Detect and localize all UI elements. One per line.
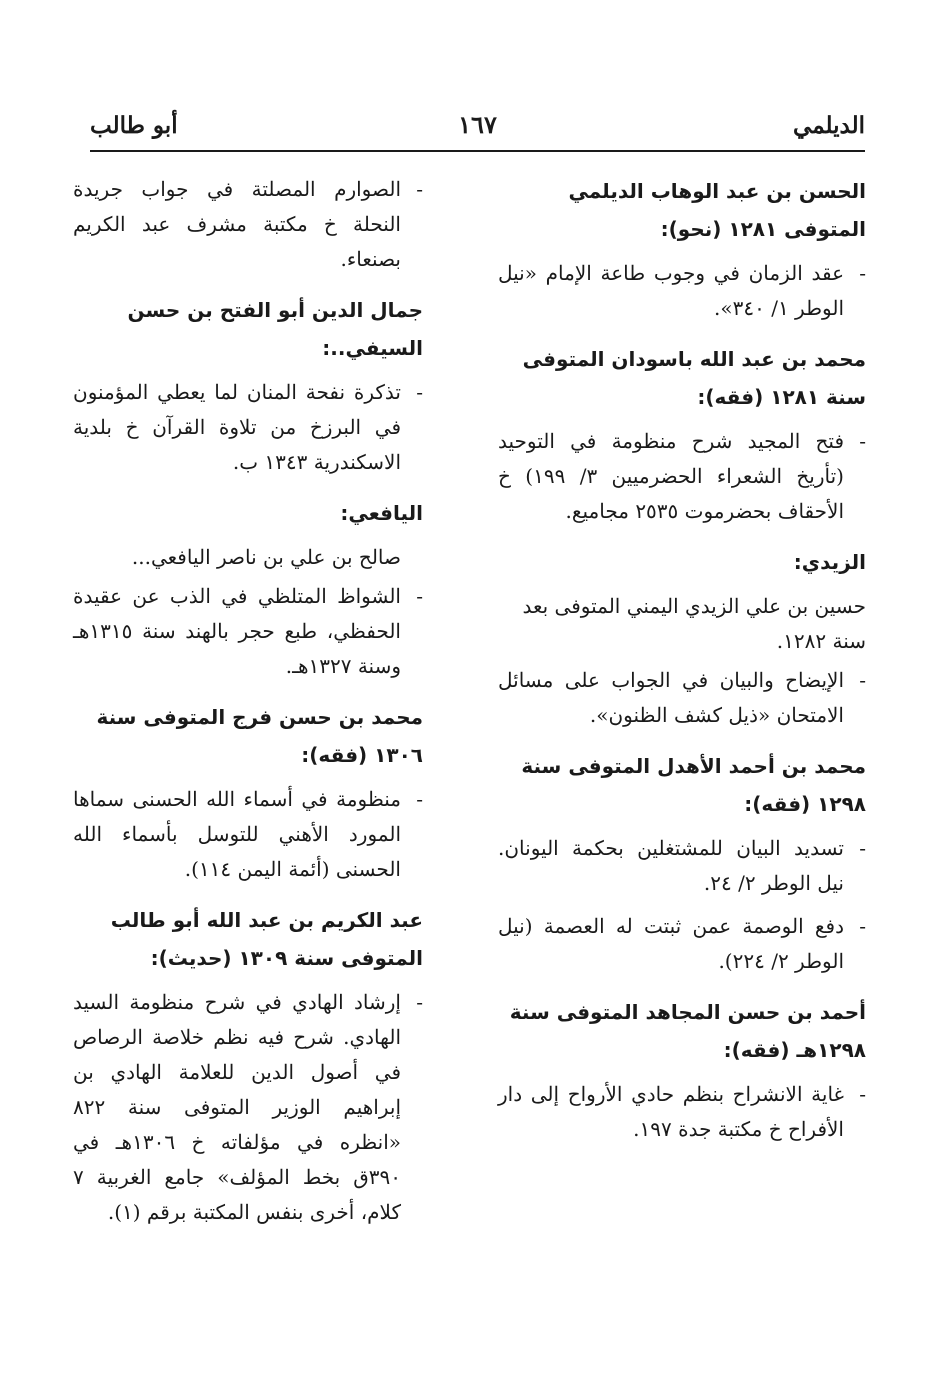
work-item [73, 985, 423, 1230]
entry-heading: أحمد بن حسن المجاهد المتوفى سنة ١٢٩٨هـ (فقه): [509, 1000, 866, 1062]
dash-marker: - [416, 787, 423, 811]
dash-marker: - [416, 990, 423, 1014]
work-item [498, 909, 866, 979]
entry-heading: محمد بن حسن فرج المتوفى سنة ١٣٠٦ (فقه): [96, 705, 423, 767]
dash-marker: - [416, 177, 423, 201]
entry-heading: الزيدي: [793, 550, 866, 574]
author-line: صالح بن علي بن ناصر اليافعي... [131, 545, 401, 569]
entry-heading: الحسن بن عبد الوهاب الديلمي المتوفى ١٢٨١ (نحو): [568, 179, 866, 241]
biography-entry [73, 901, 423, 1230]
dash-marker: - [416, 380, 423, 404]
work-text: دفع الوصمة عمن ثبتت له العصمة (نيل الوطر ٢/ ٢٢٤). [498, 914, 844, 973]
page-number: ١٦٧ [458, 110, 497, 139]
dash-marker: - [859, 836, 866, 860]
biography-entry [73, 494, 423, 684]
running-head-right: الديلمي [793, 112, 865, 139]
dash-marker: - [859, 261, 866, 285]
entry-heading: اليافعي: [340, 501, 423, 525]
right-column [498, 172, 866, 1161]
work-text: تذكرة نفحة المنان لما يعطي المؤمنون في البرزخ من تلاوة القرآن خ بلدية الاسكندرية ١٣٤٣ ب. [73, 380, 401, 474]
work-item [73, 579, 423, 684]
entry-heading: محمد بن عبد الله باسودان المتوفى سنة ١٢٨١ (فقه): [522, 347, 866, 409]
work-item [498, 256, 866, 326]
work-text: فتح المجيد شرح منظومة في التوحيد (تأريخ الشعراء الحضرميين ٣/ ١٩٩) خ الأحقاف بحضرموت ٢٥٣٥ مجاميع. [498, 429, 844, 523]
biography-entry [73, 291, 423, 480]
work-item [498, 663, 866, 733]
work-text: الصوارم المصلتة في جواب جريدة النحلة خ مكتبة مشرف عبد الكريم بصنعاء. [73, 177, 401, 271]
biography-entry [498, 172, 866, 326]
work-text: عقد الزمان في وجوب طاعة الإمام «نيل الوطر ١/ ٣٤٠». [498, 261, 844, 320]
work-text: غاية الانشراح بنظم حادي الأرواح إلى دار الأفراح خ مكتبة جدة ١٩٧. [498, 1082, 844, 1141]
dash-marker: - [859, 668, 866, 692]
entry-heading: عبد الكريم بن عبد الله أبو طالب المتوفى سنة ١٣٠٩ (حديث): [110, 908, 423, 970]
work-text: تسديد البيان للمشتغلين بحكمة اليونان. نيل الوطر ٢/ ٢٤. [498, 836, 844, 895]
entry-heading: جمال الدين أبو الفتح بن حسن السيفي..: [127, 298, 423, 360]
page-header [90, 104, 865, 154]
work-item [73, 375, 423, 480]
entry-heading: محمد بن أحمد الأهدل المتوفى سنة ١٢٩٨ (فقه): [521, 754, 866, 816]
biography-entry [498, 993, 866, 1147]
left-column [73, 172, 423, 1244]
work-item [73, 172, 423, 277]
dash-marker: - [859, 914, 866, 938]
work-text: منظومة في أسماء الله الحسنى سماها المورد الأهني للتوسل بأسماء الله الحسنى (أئمة اليمن ١١٤). [73, 787, 401, 881]
work-text: الإيضاح والبيان في الجواب على مسائل الامتحان «ذيل كشف الظنون». [498, 668, 844, 727]
work-text: إرشاد الهادي في شرح منظومة السيد الهادي. شرح فيه نظم خلاصة الرصاص في أصول الدين للعلامة الهادي بن إبراهيم الوزير المتوفى سنة ٨٢٢ «انظره في مؤلفاته خ ١٣٠٦هـ في ٣٩٠ق بخط المؤلف» جامع الغربية ٧ كلام، أخرى بنفس المكتبة برقم (١). [73, 990, 401, 1224]
author-line: حسين بن علي الزيدي اليمني المتوفى بعد سنة ١٢٨٢. [522, 594, 866, 653]
header-rule [90, 150, 865, 152]
dash-marker: - [416, 584, 423, 608]
biography-entry [498, 340, 866, 529]
work-item [73, 782, 423, 887]
biography-entry [498, 543, 866, 733]
biography-entry [498, 747, 866, 979]
running-head-left: أبو طالب [90, 112, 178, 139]
dash-marker: - [859, 429, 866, 453]
work-item [498, 424, 866, 529]
biography-entry [73, 172, 423, 277]
work-text: الشواظ المتلظي في الذب عن عقيدة الحفظي، طبع حجر بالهند سنة ١٣١٥هـ وسنة ١٣٢٧هـ. [73, 584, 401, 678]
work-item [498, 831, 866, 901]
work-item [498, 1077, 866, 1147]
dash-marker: - [859, 1082, 866, 1106]
biography-entry [73, 698, 423, 887]
